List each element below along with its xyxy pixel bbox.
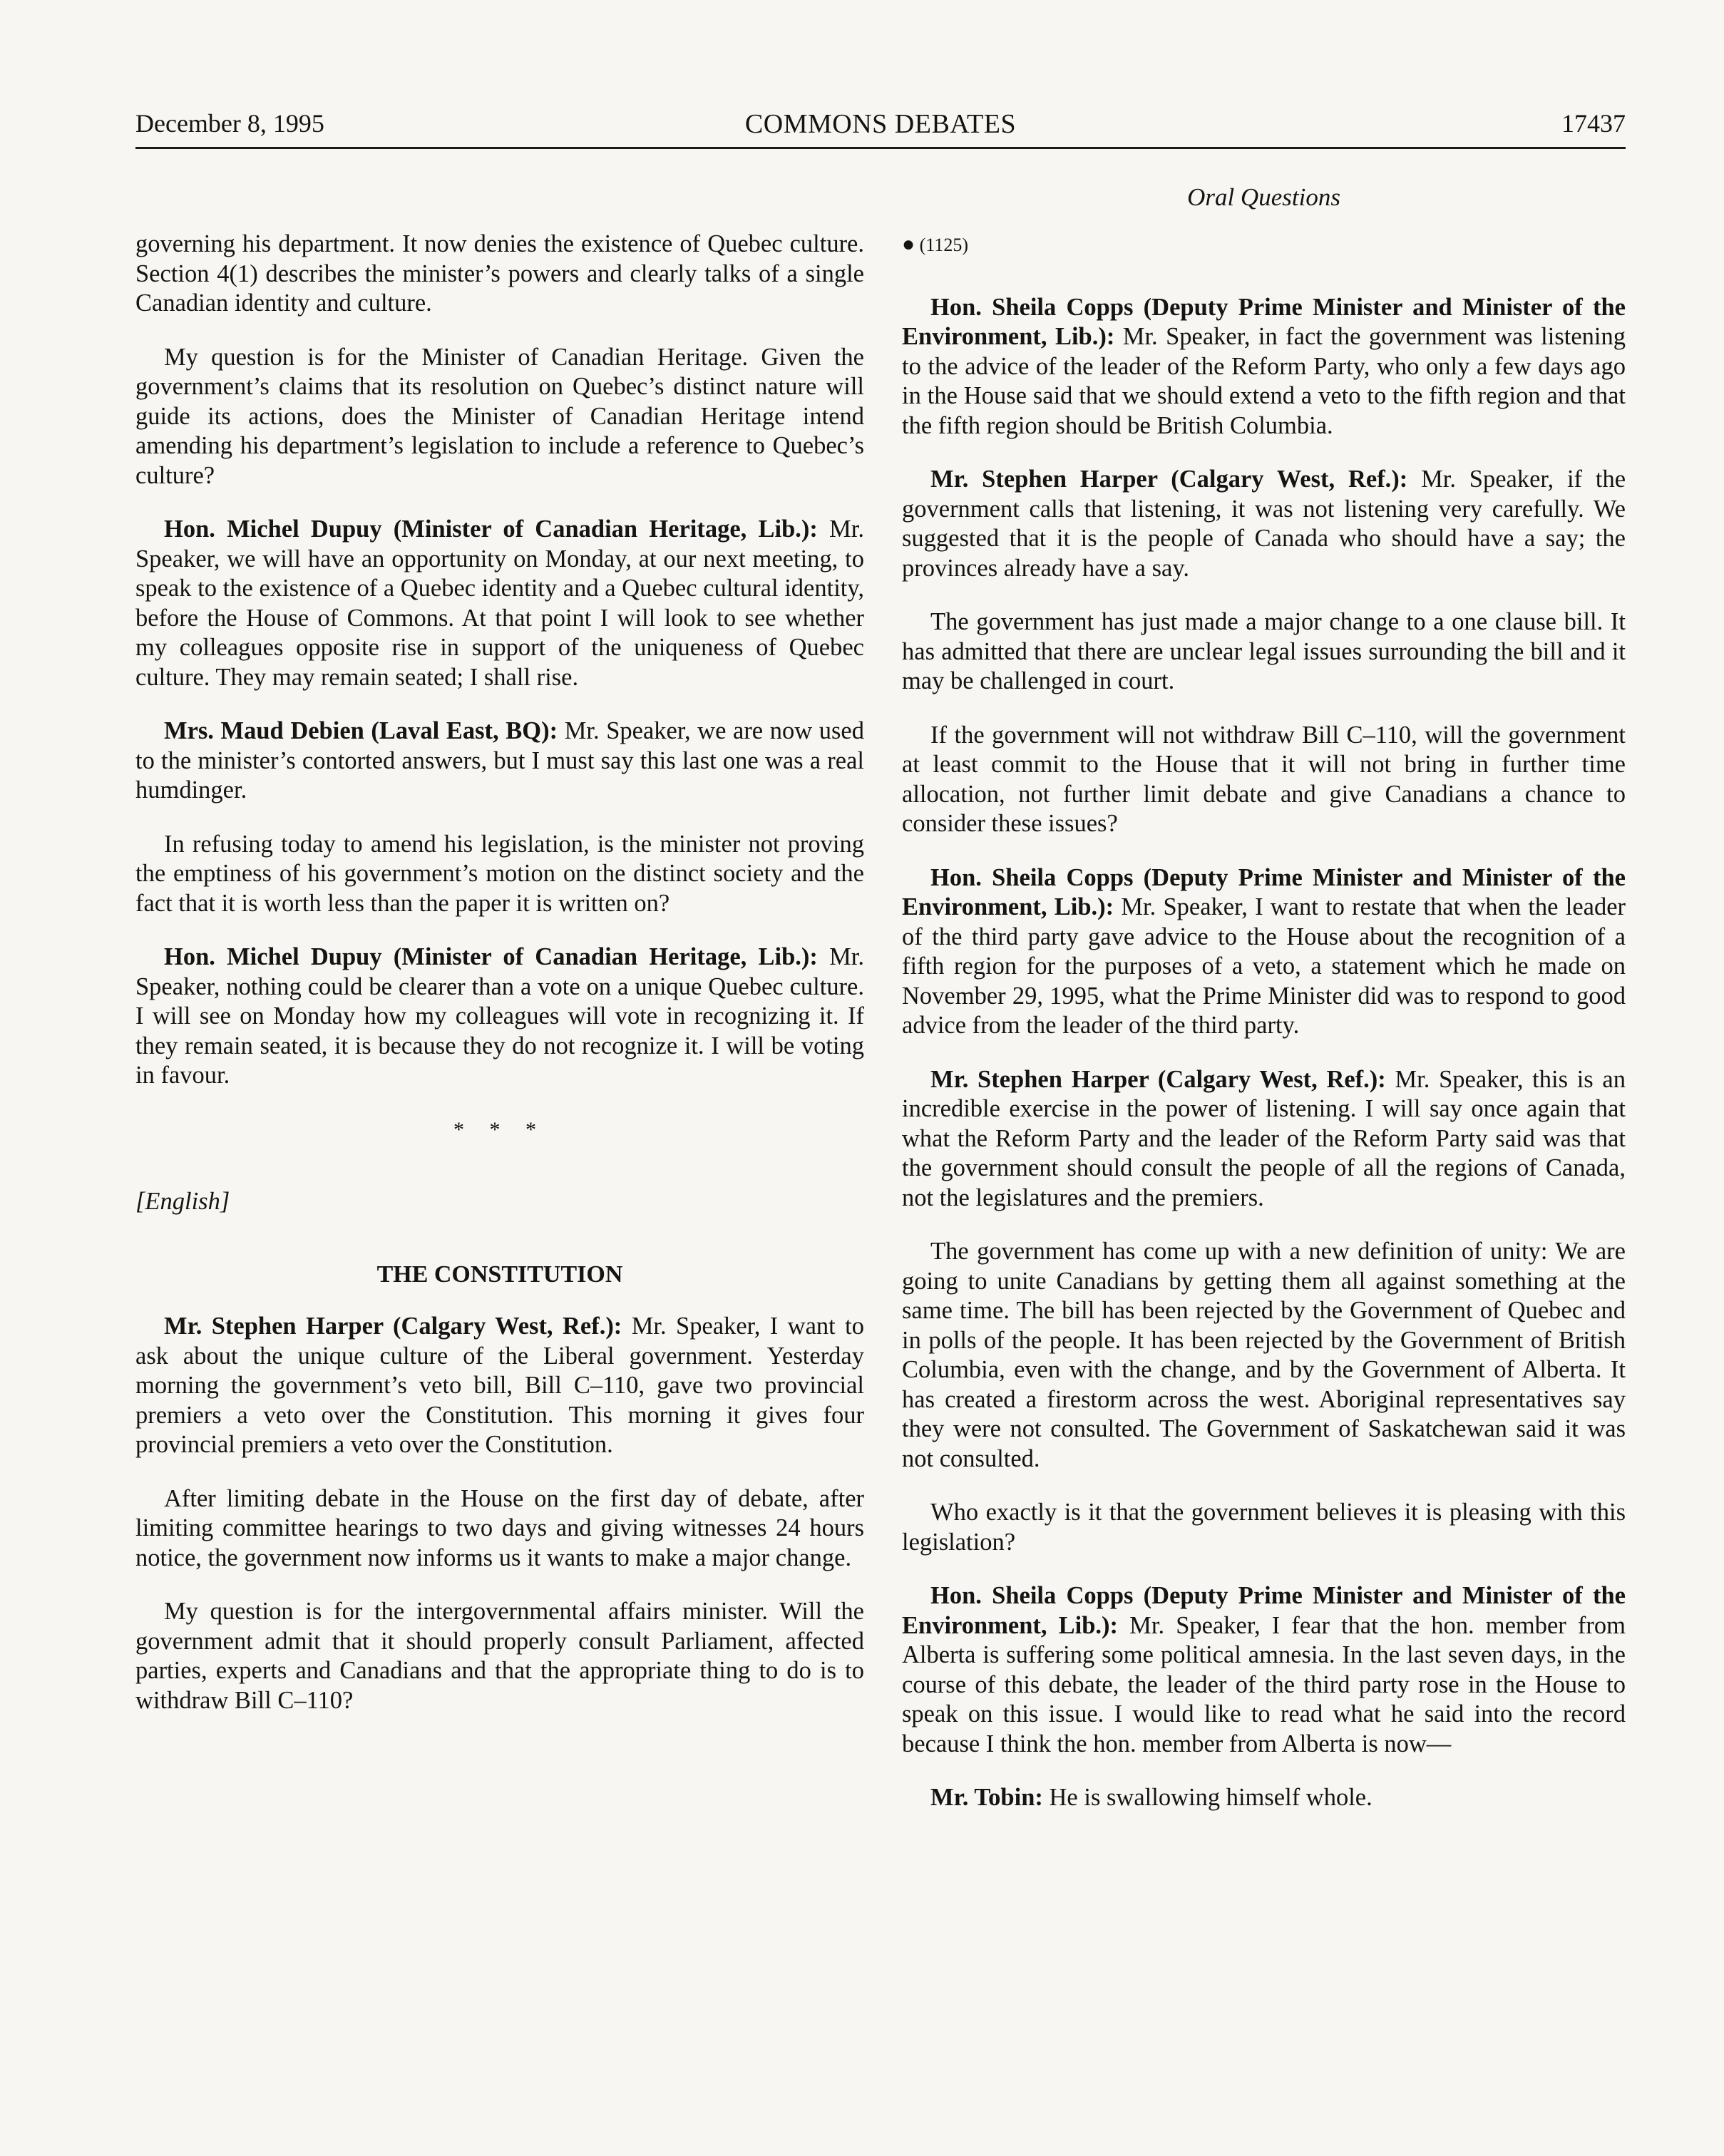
speech-text: Mr. Speaker, I want to ask about the unique culture of the Liberal government. Yesterday morning the government’s veto bill, Bill C–110, gave two provincial premiers a veto over the Constitution. This morning it gives four provincial premiers a veto over the Constitution.: [135, 1313, 864, 1458]
speaker-name: Hon. Sheila Copps (Deputy Prime Minister and Minister of the Environment, Lib.):: [902, 293, 1626, 350]
speech: [902, 863, 1626, 1041]
page-header: [135, 108, 1626, 151]
speech-text: He is swallowing himself whole.: [1042, 1784, 1372, 1811]
paragraph: After limiting debate in the House on the first day of debate, after limiting committee hearings to two days and giving witnesses 24 hours notice, the government now informs us it wants to make a major change.: [135, 1484, 864, 1571]
speaker-name: Mrs. Maud Debien (Laval East, BQ):: [164, 717, 558, 744]
speech: [902, 1783, 1626, 1813]
speaker-name: Mr. Stephen Harper (Calgary West, Ref.):: [930, 1065, 1386, 1093]
speaker-name: Mr. Stephen Harper (Calgary West, Ref.):: [930, 466, 1408, 493]
speech: [902, 1581, 1626, 1759]
paragraph: In refusing today to amend his legislation, is the minister not proving the emptiness of his government’s motion on the distinct society and the fact that it is worth less than the paper it is written on?: [135, 830, 864, 917]
header-page-number: 17437: [1561, 109, 1626, 138]
separator: * * *: [453, 1117, 546, 1141]
paragraph: governing his department. It now denies the existence of Quebec culture. Section 4(1) describes the minister’s powers and clearly talks of a single Canadian identity and culture.: [135, 230, 864, 317]
paragraph: The government has come up with a new definition of unity: We are going to unite Canadians by getting them all against something at the same time. The bill has been rejected by the Government of Quebec and in polls of the people. It has been rejected by the Government of British Columbia, even with the change, and by the Government of Alberta. It has created a firestorm across the west. Aboriginal representatives say they were not consulted. The Government of Saskatchewan said it was not consulted.: [902, 1238, 1626, 1472]
speech-text: Mr. Speaker, we will have an opportunity on Monday, at our next meeting, to speak to the existence of a Quebec identity and a Quebec cultural identity, before the House of Commons. At that point I will look to see whether my colleagues opposite rise in support of the uniqueness of Quebec culture. They may remain seated; I shall rise.: [135, 515, 865, 691]
header-date: December 8, 1995: [135, 109, 324, 138]
speech-text: Mr. Speaker, in fact the government was listening to the advice of the leader of the Reform Party, who only a few days ago in the House said that we should extend a veto to the fifth region and that the fifth region should be British Columbia.: [902, 323, 1626, 439]
paragraph: Who exactly is it that the government believes it is pleasing with this legislation?: [902, 1499, 1626, 1556]
time-marker: [902, 230, 1626, 260]
speech: [135, 943, 864, 1091]
speaker-name: Hon. Sheila Copps (Deputy Prime Minister and Minister of the Environment, Lib.):: [902, 863, 1626, 920]
speaker-name: Hon. Michel Dupuy (Minister of Canadian Heritage, Lib.):: [164, 515, 818, 543]
paragraph: My question is for the intergovernmental affairs minister. Will the government admit that it should properly consult Parliament, affected parties, experts and Canadians and that the appropriate thing to do is to withdraw Bill C–110?: [135, 1598, 864, 1714]
paragraph: My question is for the Minister of Canadian Heritage. Given the government’s claims that its resolution on Quebec’s distinct nature will guide its actions, does the Minister of Canadian Heritage intend amending his department’s legislation to include a reference to Quebec’s culture?: [135, 343, 864, 489]
speech: [902, 293, 1626, 441]
section-label: Oral Questions: [1187, 183, 1340, 211]
header-rule: [135, 147, 1626, 149]
speech-text: Mr. Speaker, I want to restate that when the leader of the third party gave advice to the House about the recognition of a fifth region for the purposes of a veto, a statement which he made on November 29, 1995, what the Prime Minister did was to respond to good advice from the leader of the third party.: [902, 893, 1626, 1039]
speaker-name: Hon. Sheila Copps (Deputy Prime Minister and Minister of the Environment, Lib.):: [902, 1582, 1626, 1639]
speech-text: Mr. Speaker, this is an incredible exercise in the power of listening. I will say once again that what the Reform Party and the leader of the Reform Party said was that the government should consult the people of all the regions of Canada, not the legislatures and the premiers.: [902, 1065, 1626, 1211]
left-column: [135, 230, 864, 1740]
speaker-name: Mr. Tobin:: [930, 1784, 1043, 1811]
paragraph: If the government will not withdraw Bill C–110, will the government at least commit to the House that it will not bring in further time allocation, not further limit debate and give Canadians a chance to consider these issues?: [902, 721, 1626, 837]
speech: [902, 1065, 1626, 1213]
paragraph: The government has just made a major change to a one clause bill. It has admitted that there are unclear legal issues surrounding the bill and it may be challenged in court.: [902, 608, 1626, 694]
time-value: (1125): [919, 235, 968, 255]
right-column: [902, 230, 1626, 1837]
bullet-icon: ●: [902, 232, 915, 256]
speech-text: Mr. Speaker, I fear that the hon. member from Alberta is suffering some political amnesia. In the last seven days, in the course of this debate, the leader of the third party rose in the House to speak on this issue. I would like to read what he said into the record because I think the hon. member from Alberta is now—: [902, 1611, 1626, 1757]
speaker-name: Hon. Michel Dupuy (Minister of Canadian Heritage, Lib.):: [164, 943, 818, 970]
speech-text: Mr. Speaker, if the government calls that listening, it was not listening very carefully. We suggested that it is the people of Canada who should have a say; the provinces already have a say.: [902, 466, 1626, 582]
header-title: COMMONS DEBATES: [744, 109, 1017, 139]
speech-text: Mr. Speaker, we are now used to the minister’s contorted answers, but I must say this last one was a real humdinger.: [135, 717, 864, 804]
speaker-name: Mr. Stephen Harper (Calgary West, Ref.):: [164, 1313, 622, 1340]
speech: [135, 1312, 864, 1460]
speech: [902, 465, 1626, 583]
language-note: [English]: [135, 1188, 230, 1215]
section-heading: THE CONSTITUTION: [376, 1261, 623, 1288]
speech: [135, 717, 864, 806]
speech-text: Mr. Speaker, nothing could be clearer than a vote on a unique Quebec culture. I will see on Monday how my colleagues will vote in recognizing it. If they remain seated, it is because they do not recognize it. I will be voting in favour.: [135, 943, 865, 1089]
speech: [135, 515, 864, 692]
